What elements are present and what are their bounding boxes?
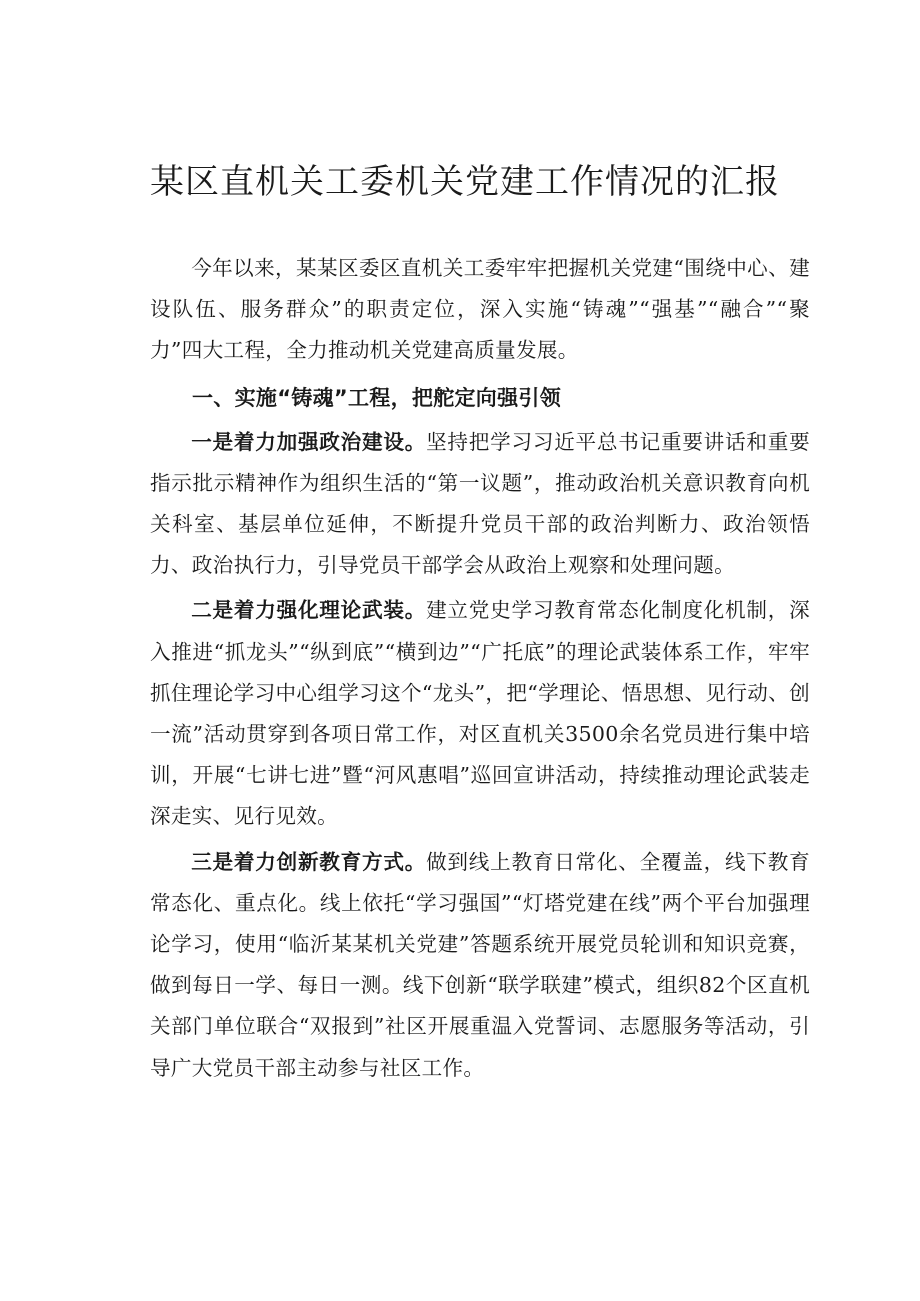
paragraph-lead: 三是着力创新教育方式。 [191, 849, 427, 874]
paragraph-theory-armament [150, 590, 810, 837]
paragraph-text: 坚持把学习习近平总书记重要讲话和重要指示批示精神作为组织生活的“第一议题”，推动政治机关意识教育向机关科室、基层单位延伸，不断提升党员干部的政治判断力、政治领悟力、政治执行力，引导党员干部学会从政治上观察和处理问题。 [150, 429, 810, 578]
paragraph-lead: 一是着力加强政治建设。 [191, 429, 427, 454]
paragraph-education-methods [150, 842, 810, 1089]
intro-paragraph: 今年以来，某某区委区直机关工委牢牢把握机关党建“围绕中心、建设队伍、服务群众”的职责定位，深入实施“铸魂”“强基”“融合”“聚力”四大工程，全力推动机关党建高质量发展。 [150, 256, 810, 363]
paragraph-lead: 二是着力强化理论武装。 [191, 598, 427, 623]
document-title: 某区直机关工委机关党建工作情况的汇报 [150, 162, 780, 202]
section-heading: 一、实施“铸魂”工程，把舵定向强引领 [192, 385, 562, 410]
document-body [150, 248, 810, 1089]
paragraph-political-building [150, 422, 810, 587]
paragraph-text: 做到线上教育日常化、全覆盖，线下教育常态化、重点化。线上依托“学习强国”“灯塔党建在线”两个平台加强理论学习，使用“临沂某某机关党建”答题系统开展党员轮训和知识竞赛，做到每日一学、每日一测。线下创新“联学联建”模式，组织82个区直机关部门单位联合“双报到”社区开展重温入党誓词、志愿服务等活动，引导广大党员干部主动参与社区工作。 [150, 849, 810, 1080]
paragraph-text: 建立党史学习教育常态化制度化机制，深入推进“抓龙头”“纵到底”“横到边”“广托底”的理论武装体系工作，牢牢抓住理论学习中心组学习这个“龙头”，把“学理论、悟思想、见行动、创一流”活动贯穿到各项日常工作，对区直机关3500余名党员进行集中培训，开展“七讲七进”暨“河风惠唱”巡回宣讲活动，持续推动理论武装走深走实、见行见效。 [150, 598, 810, 829]
